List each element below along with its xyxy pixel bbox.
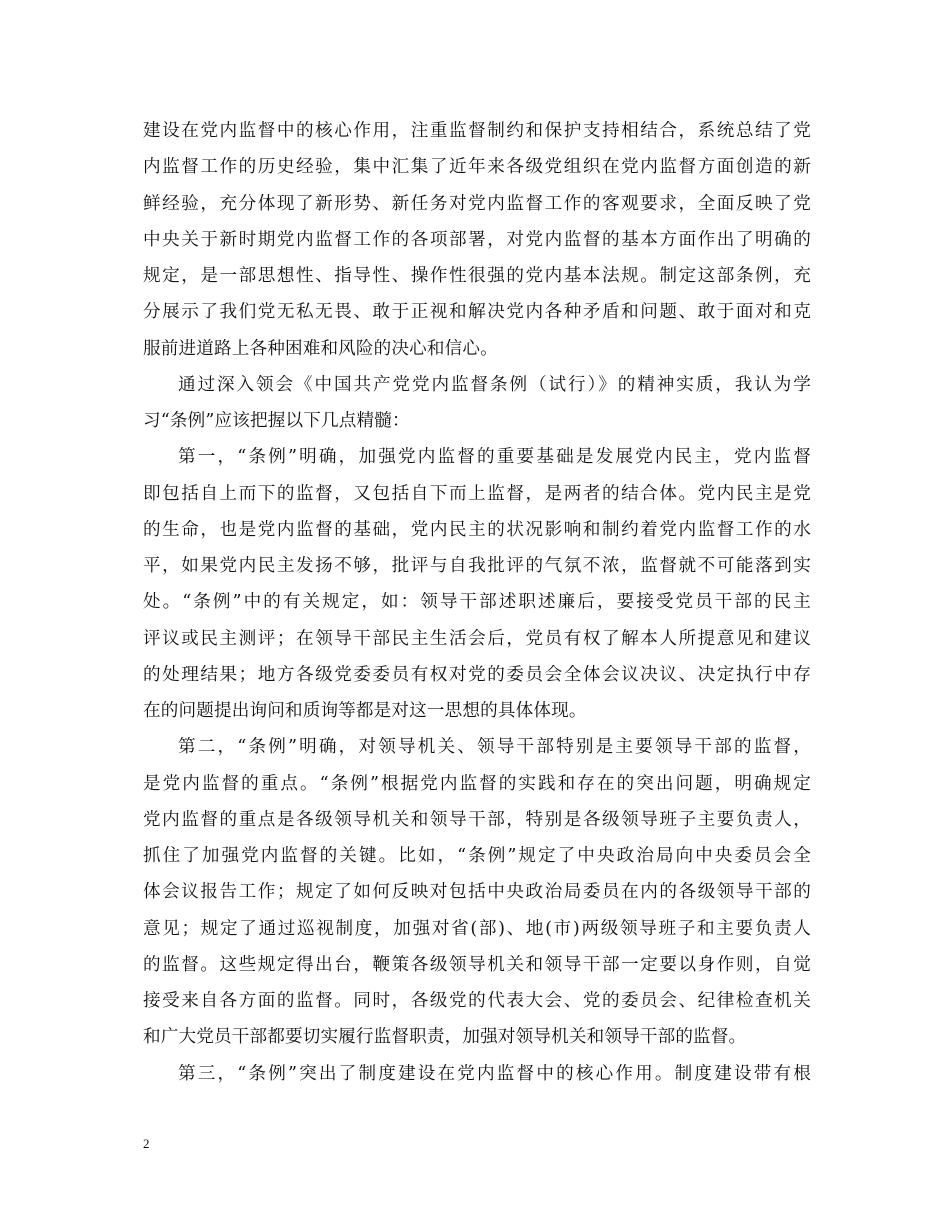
text-line: 规定，是一部思想性、指导性、操作性很强的党内基本法规。制定这部条例，充 [143,266,811,286]
text-line: 平，如果党内民主发扬不够，批评与自我批评的气氛不浓，监督就不可能落到实 [143,556,811,576]
text-line: 党内监督的重点是各级领导机关和领导干部，特别是各级领导班子主要负责人， [143,809,811,830]
text-line: 通过深入领会《中国共产党党内监督条例（试行）》的精神实质，我认为学 [178,374,811,395]
body-text [143,113,811,1092]
text-line: 服前进道路上各种困难和风险的决心和信心。 [143,338,498,359]
text-line: 意见；规定了通过巡视制度，加强对省(部)、地(市)两级领导班子和主要负责人 [143,918,811,939]
text-line: 鲜经验，充分体现了新形势、新任务对党内监督工作的客观要求，全面反映了党 [143,193,811,214]
text-line: 的处理结果；地方各级党委委员有权对党的委员会全体会议决议、决定执行中存 [143,664,811,685]
text-line: 体会议报告工作；规定了如何反映对包括中央政治局委员在内的各级领导干部的 [143,882,811,903]
text-line: 内监督工作的历史经验，集中汇集了近年来各级党组织在党内监督方面创造的新 [143,157,811,178]
text-line: 建设在党内监督中的核心作用，注重监督制约和保护支持相结合，系统总结了党 [143,121,811,141]
page-number: 2 [143,1136,150,1151]
text-line: 评议或民主测评；在领导干部民主生活会后，党员有权了解本人所提意见和建议 [143,628,811,649]
text-line: 第三，“条例”突出了制度建设在党内监督中的核心作用。制度建设带有根 [178,1063,811,1084]
text-line: 接受来自各方面的监督。同时，各级党的代表大会、党的委员会、纪律检查机关 [143,991,811,1011]
text-line: 处。“条例”中的有关规定，如：领导干部述职述廉后，要接受党员干部的民主 [143,592,811,613]
text-line: 中央关于新时期党内监督工作的各项部署，对党内监督的基本方面作出了明确的 [143,229,811,250]
text-line: 在的问题提出询问和质询等都是对这一思想的具体体现。 [143,701,587,721]
text-line: 的生命，也是党内监督的基础，党内民主的状况影响和制约着党内监督工作的水 [143,519,811,540]
text-line: 第一，“条例”明确，加强党内监督的重要基础是发展党内民主，党内监督 [178,447,811,468]
text-line: 的监督。这些规定得出台，鞭策各级领导机关和领导干部一定要以身作则，自觉 [143,954,811,975]
text-line: 第二，“条例”明确，对领导机关、领导干部特别是主要领导干部的监督， [178,737,811,758]
text-line: 习“条例”应该把握以下几点精髓： [143,411,410,431]
text-line: 和广大党员干部都要切实履行监督职责，加强对领导机关和领导干部的监督。 [143,1027,747,1048]
text-line: 分展示了我们党无私无畏、敢于正视和解决党内各种矛盾和问题、敢于面对和克 [143,302,811,323]
text-line: 是党内监督的重点。“条例”根据党内监督的实践和存在的突出问题，明确规定 [143,773,811,794]
text-line: 即包括自上而下的监督，又包括自下而上监督，是两者的结合体。党内民主是党 [143,483,811,504]
text-line: 抓住了加强党内监督的关键。比如，“条例”规定了中央政治局向中央委员会全 [143,846,811,866]
